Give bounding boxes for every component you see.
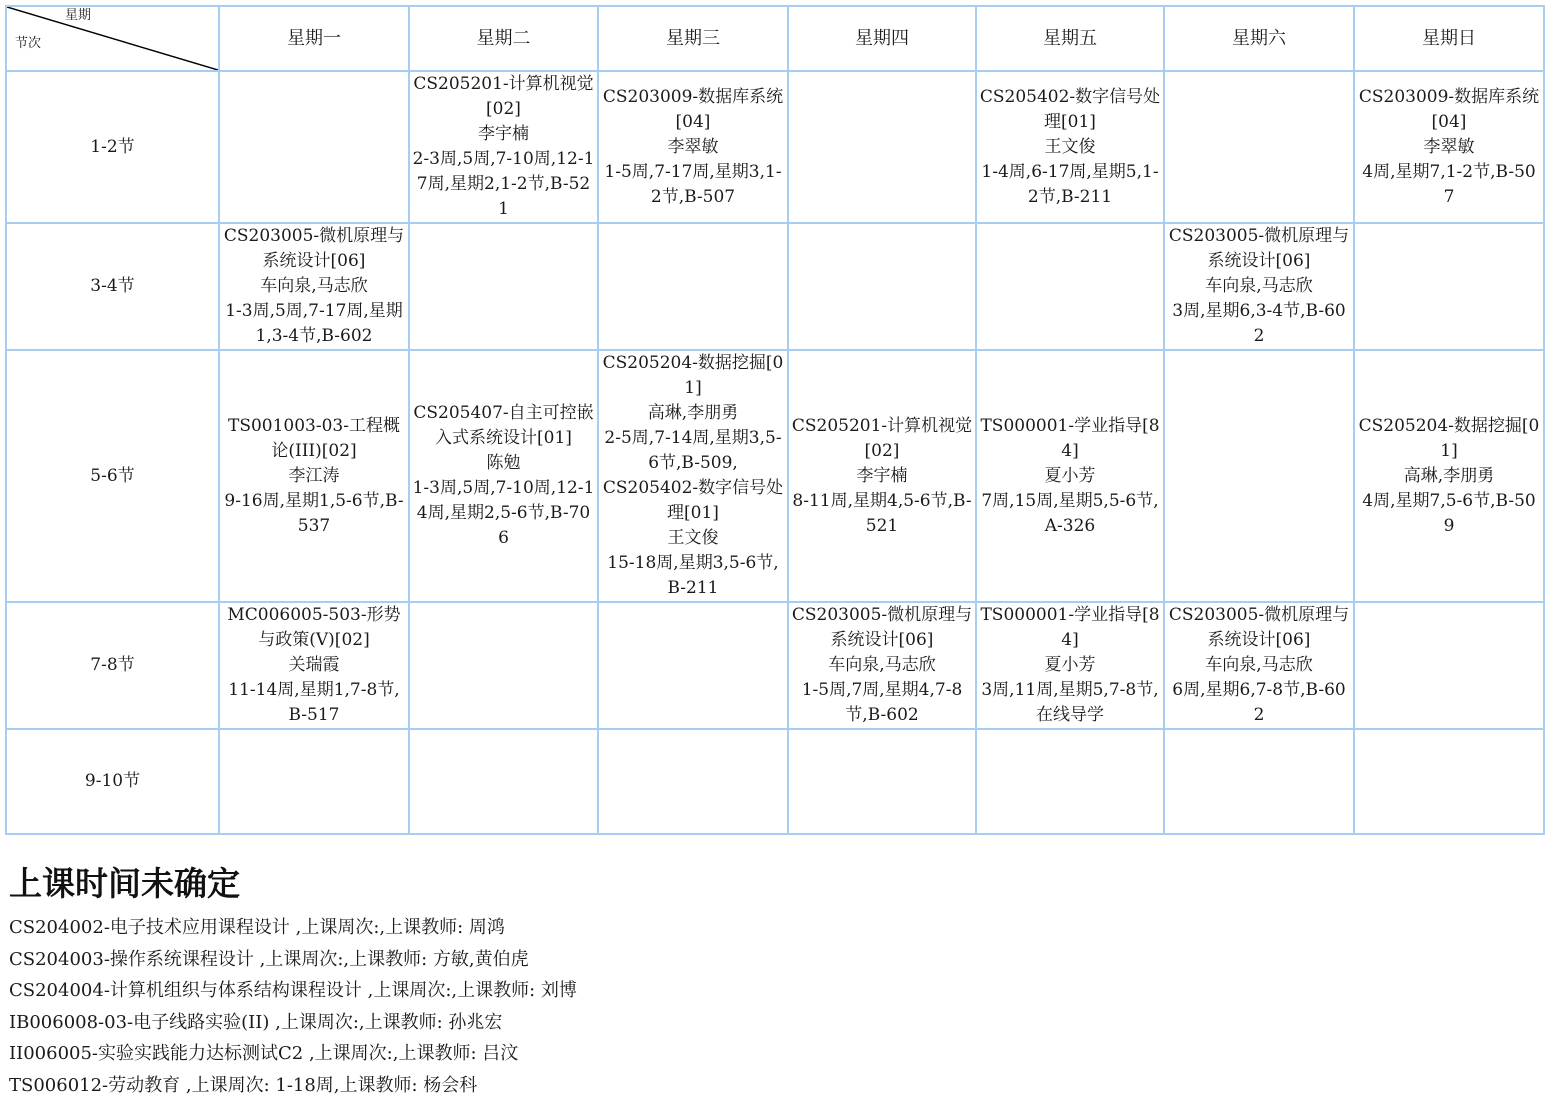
slot-label: 9-10节 (6, 729, 219, 834)
course-cell-sun[interactable]: CS203009-数据库系统[04] 李翠敏 4周,星期7,1-2节,B-507 (1354, 71, 1544, 223)
course-cell-fri[interactable]: CS205402-数字信号处理[01] 王文俊 1-4周,6-17周,星期5,1-2节,B-211 (976, 71, 1164, 223)
course-cell-wed (598, 223, 788, 350)
unscheduled-item: IB006008-03-电子线路实验(II) ,上课周次:,上课教师: 孙兆宏 (9, 1011, 503, 1033)
course-cell-mon (219, 729, 409, 834)
course-cell-sun[interactable]: CS205204-数据挖掘[01] 高琳,李朋勇 4周,星期7,5-6节,B-509 (1354, 350, 1544, 602)
course-cell-sat[interactable]: CS203005-微机原理与系统设计[06] 车向泉,马志欣 6周,星期6,7-8节,B-602 (1164, 602, 1354, 729)
slot-row-7-8 (6, 602, 1544, 729)
unscheduled-item: TS006012-劳动教育 ,上课周次: 1-18周,上课教师: 杨会科 (9, 1074, 478, 1096)
course-cell-tue[interactable]: CS205407-自主可控嵌入式系统设计[01] 陈勉 1-3周,5周,7-10周,12-14周,星期2,5-6节,B-706 (409, 350, 598, 602)
course-cell-wed[interactable]: CS203009-数据库系统[04] 李翠敏 1-5周,7-17周,星期3,1-2节,B-507 (598, 71, 788, 223)
unscheduled-item: II006005-实验实践能力达标测试C2 ,上课周次:,上课教师: 吕汶 (9, 1043, 519, 1064)
timetable (5, 5, 1545, 835)
course-cell-tue (409, 602, 598, 729)
course-cell-wed (598, 602, 788, 729)
day-header-mon: 星期一 (219, 6, 409, 71)
header-row (6, 6, 1544, 71)
course-cell-thu[interactable]: CS203005-微机原理与系统设计[06] 车向泉,马志欣 1-5周,7周,星期4,7-8节,B-602 (788, 602, 976, 729)
course-cell-tue (409, 729, 598, 834)
unscheduled-item: CS204004-计算机组织与体系结构课程设计 ,上课周次:,上课教师: 刘博 (9, 980, 577, 1001)
course-cell-tue[interactable]: CS205201-计算机视觉[02] 李宇楠 2-3周,5周,7-10周,12-17周,星期2,1-2节,B-521 (409, 71, 598, 223)
day-header-sun: 星期日 (1354, 6, 1544, 71)
course-cell-fri (976, 223, 1164, 350)
course-cell-mon (219, 71, 409, 223)
course-cell-mon[interactable]: CS203005-微机原理与系统设计[06] 车向泉,马志欣 1-3周,5周,7-17周,星期1,3-4节,B-602 (219, 223, 409, 350)
corner-weekday-label: 星期 (65, 8, 92, 23)
course-cell-sun (1354, 602, 1544, 729)
unscheduled-title: 上课时间未确定 (9, 864, 240, 903)
course-cell-thu (788, 729, 976, 834)
unscheduled-item: CS204003-操作系统课程设计 ,上课周次:,上课教师: 方敏,黄伯虎 (9, 948, 529, 970)
day-header-fri: 星期五 (976, 6, 1164, 71)
slot-label: 3-4节 (6, 223, 219, 350)
slot-row-9-10 (6, 729, 1544, 834)
course-cell-mon[interactable]: MC006005-503-形势与政策(V)[02] 关瑞霞 11-14周,星期1,7-8节,B-517 (219, 602, 409, 729)
day-header-thu: 星期四 (788, 6, 976, 71)
unscheduled-list (9, 912, 1509, 1101)
unscheduled-item: CS204002-电子技术应用课程设计 ,上课周次:,上课教师: 周鸿 (9, 917, 505, 938)
course-cell-sat (1164, 350, 1354, 602)
course-cell-wed[interactable]: CS205204-数据挖掘[01] 高琳,李朋勇 2-5周,7-14周,星期3,5-6节,B-509, CS205402-数字信号处理[01] 王文俊 15-18周,星期3,5-6节,B-211 (598, 350, 788, 602)
slot-label: 7-8节 (6, 602, 219, 729)
slot-label: 5-6节 (6, 350, 219, 602)
course-cell-sat (1164, 729, 1354, 834)
slot-label: 1-2节 (6, 71, 219, 223)
day-header-sat: 星期六 (1164, 6, 1354, 71)
slot-row-3-4 (6, 223, 1544, 350)
corner-period-label: 节次 (15, 36, 42, 51)
course-cell-mon[interactable]: TS001003-03-工程概论(III)[02] 李江涛 9-16周,星期1,5-6节,B-537 (219, 350, 409, 602)
course-cell-fri[interactable]: TS000001-学业指导[84] 夏小芳 7周,15周,星期5,5-6节,A-326 (976, 350, 1164, 602)
course-cell-fri[interactable]: TS000001-学业指导[84] 夏小芳 3周,11周,星期5,7-8节,在线导学 (976, 602, 1164, 729)
course-cell-sun (1354, 223, 1544, 350)
course-cell-thu (788, 71, 976, 223)
course-cell-thu (788, 223, 976, 350)
unscheduled-courses-section (9, 862, 1509, 1101)
course-cell-tue (409, 223, 598, 350)
day-header-tue: 星期二 (409, 6, 598, 71)
course-cell-wed (598, 729, 788, 834)
slot-row-1-2 (6, 71, 1544, 223)
corner-cell (6, 6, 219, 71)
course-cell-fri (976, 729, 1164, 834)
course-cell-thu[interactable]: CS205201-计算机视觉[02] 李宇楠 8-11周,星期4,5-6节,B-521 (788, 350, 976, 602)
course-cell-sun (1354, 729, 1544, 834)
day-header-wed: 星期三 (598, 6, 788, 71)
slot-row-5-6 (6, 350, 1544, 602)
course-cell-sat (1164, 71, 1354, 223)
course-cell-sat[interactable]: CS203005-微机原理与系统设计[06] 车向泉,马志欣 3周,星期6,3-4节,B-602 (1164, 223, 1354, 350)
